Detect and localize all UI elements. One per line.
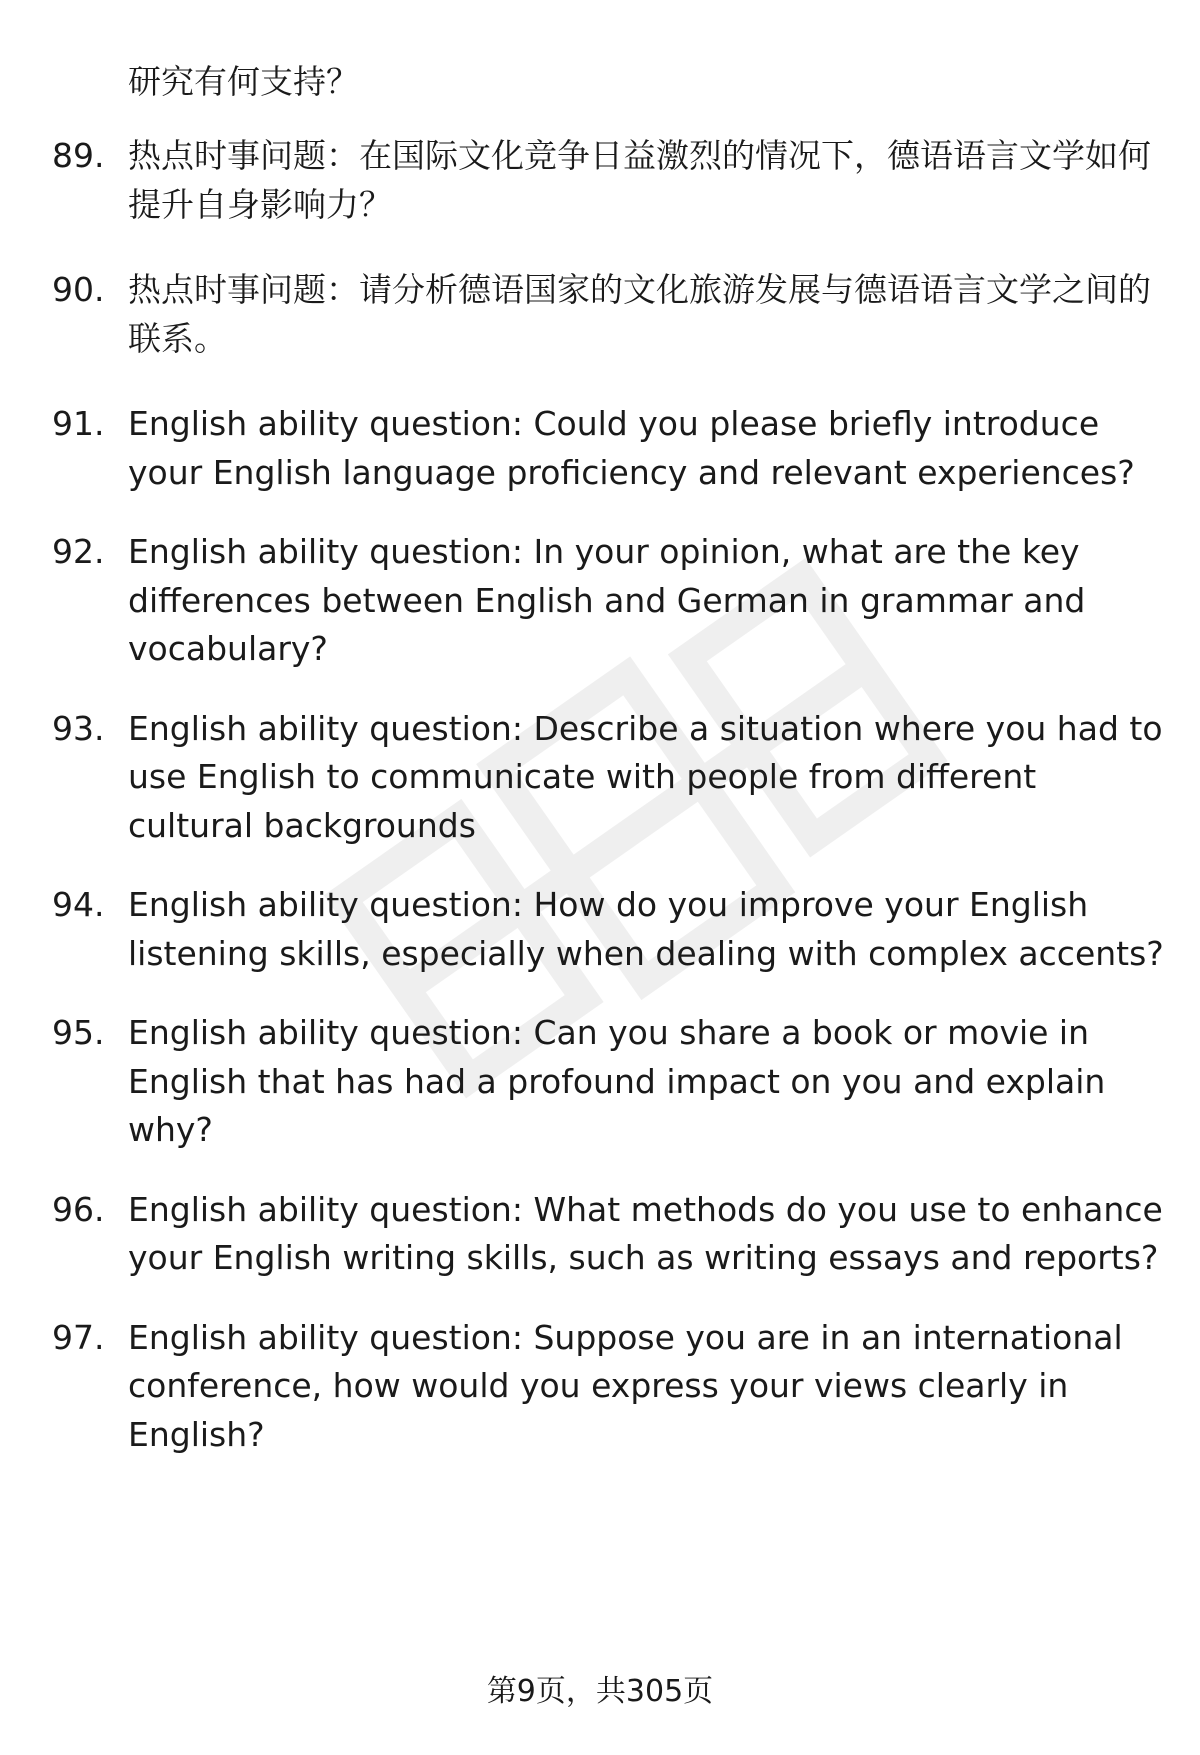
question-text: English ability question: Suppose you are in an international conference, how would you express your views clearly in English? bbox=[128, 1317, 1123, 1454]
list-item bbox=[0, 1186, 1200, 1283]
continued-question-text: 研究有何支持？ bbox=[128, 62, 359, 101]
question-number: 96. bbox=[52, 1189, 105, 1229]
question-number: 91. bbox=[52, 404, 105, 443]
question-text: English ability question: In your opinion, what are the key differences between English and German in grammar and vocabulary? bbox=[128, 532, 1086, 668]
question-text: 热点时事问题：请分析德语国家的文化旅游发展与德语语言文学之间的联系。 bbox=[128, 270, 1151, 358]
list-item bbox=[0, 528, 1200, 674]
question-text: 热点时事问题：在国际文化竞争日益激烈的情况下，德语语言文学如何提升自身影响力？ bbox=[128, 136, 1151, 224]
question-text: English ability question: Could you please briefly introduce your English language proficiency and relevant experiences? bbox=[128, 404, 1135, 492]
question-text: English ability question: What methods do you use to enhance your English writing skills, such as writing essays and reports? bbox=[128, 1189, 1163, 1277]
question-number: 90. bbox=[52, 270, 105, 309]
list-item bbox=[0, 705, 1200, 851]
list-item bbox=[0, 132, 1200, 229]
question-text: English ability question: How do you improve your English listening skills, especially when dealing with complex accents? bbox=[128, 885, 1164, 973]
page-footer: 第9页，共305页 bbox=[486, 1674, 714, 1709]
question-text: English ability question: Can you share a book or movie in English that has had a profound impact on you and explain why? bbox=[128, 1013, 1106, 1149]
list-item bbox=[0, 1314, 1200, 1460]
question-number: 93. bbox=[52, 708, 105, 748]
list-item bbox=[0, 881, 1200, 978]
question-list bbox=[0, 132, 1200, 1490]
list-item bbox=[0, 1009, 1200, 1155]
list-item bbox=[0, 266, 1200, 363]
list-item bbox=[0, 400, 1200, 497]
question-text: English ability question: Describe a situation where you had to use English to communicate with people from different cultural backgrounds bbox=[128, 708, 1163, 845]
question-number: 92. bbox=[52, 532, 105, 571]
question-number: 95. bbox=[52, 1013, 105, 1052]
question-number: 97. bbox=[52, 1317, 105, 1357]
question-number: 89. bbox=[52, 136, 105, 175]
question-number: 94. bbox=[52, 885, 105, 924]
